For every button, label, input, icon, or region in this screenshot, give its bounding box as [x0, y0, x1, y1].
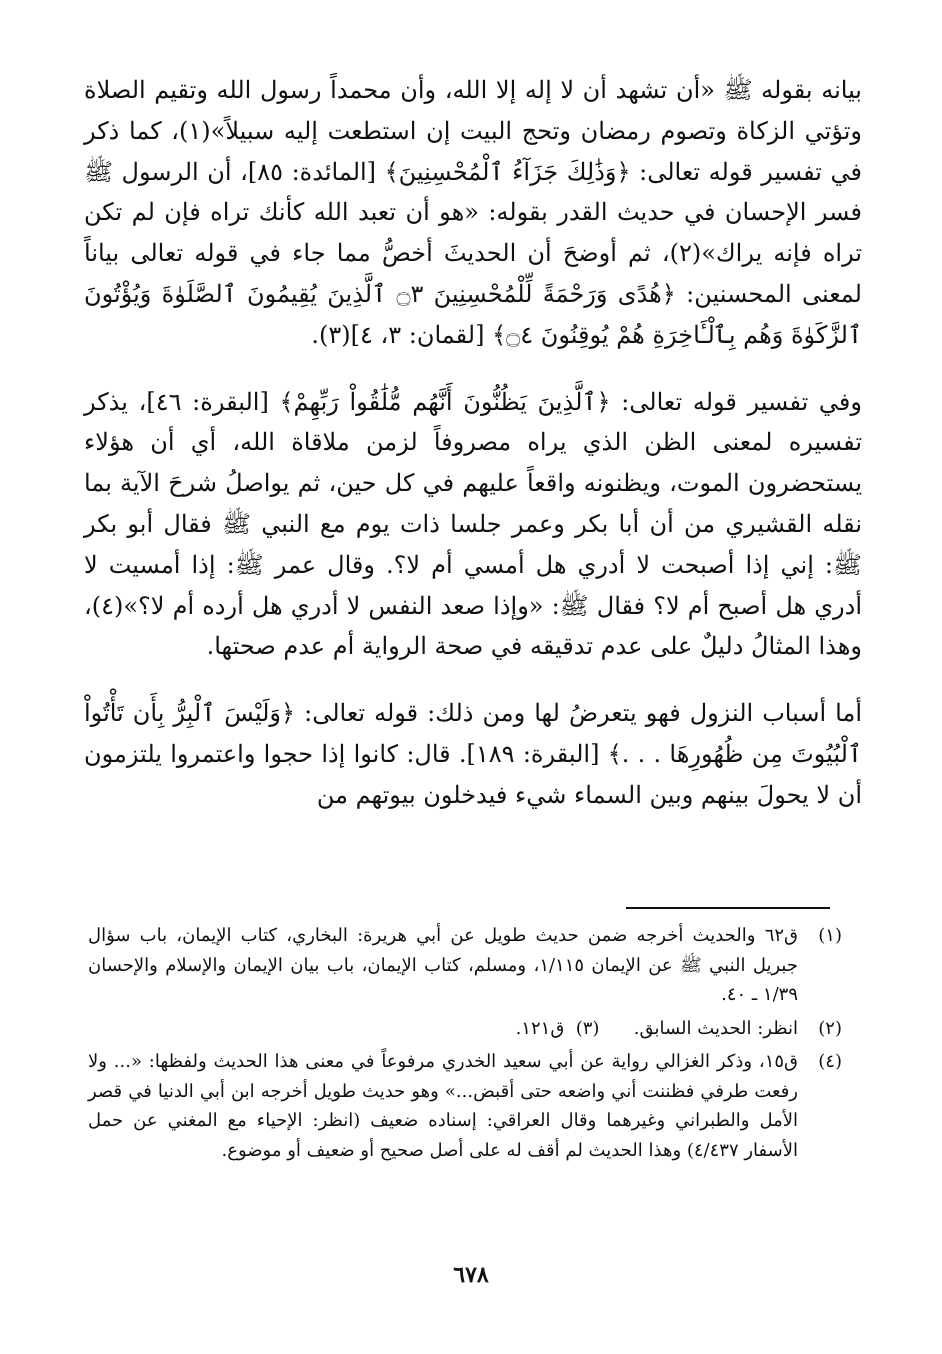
footnote-number: (١) [818, 925, 842, 946]
footnote-2 [88, 1014, 842, 1044]
paragraph-3: أما أسباب النزول فهو يتعرضُ لها ومن ذلك: قوله تعالى: ﴿وَلَيْسَ ٱلْبِرُّ بِأَن تَأْتُواْ ٱلْبُيُوتَ مِن ظُهُورِهَا . . .﴾ [البقرة: ١٨٩]. قال: كانوا إذا حجوا واعتمروا يلتزمون أن لا يحولَ بينهم وبين السماء شيء فيدخلون بيوتهم من [84, 699, 862, 809]
footnote-number: (٤) [818, 1051, 842, 1072]
footnote-text: انظر: الحديث السابق. (٣) ق١٢١. [515, 1017, 798, 1039]
footnotes [88, 921, 842, 1169]
footnote-text: ق١٥، وذكر الغزالي رواية عن أبي سعيد الخدري مرفوعاً في معنى هذا الحديث ولفظها: «... ولا رفعت طرفي فظننت أني واضعه حتى أقبض...» وهو حديث طويل أخرجه ابن أبي الدنيا في قصر الأمل والطبراني وغيرهما وقال العراقي: إسناده ضعيف (انظر: الإحياء مع المغني عن حمل الأسفار ٤/٤٣٧) وهذا الحديث لم أقف له على أصل صحيح أو ضعيف أو موضوع. [88, 1051, 798, 1161]
main-text [84, 70, 862, 816]
footnote-text: ق٦٢ والحديث أخرجه ضمن حديث طويل عن أبي هريرة: البخاري، كتاب الإيمان، باب سؤال جبريل النبي ﷺ عن الإيمان ١/١١٥، ومسلم، كتاب الإيمان، باب بيان الإيمان والإسلام والإحسان ١/٣٩ ـ ٤٠. [88, 925, 798, 1005]
footnote-4 [88, 1047, 842, 1165]
paragraph-1: بيانه بقوله ﷺ «أن تشهد أن لا إله إلا الله، وأن محمداً رسول الله وتقيم الصلاة وتؤتي الزكاة وتصوم رمضان وتحج البيت إن استطعت إليه سبيلاً»(١)، كما ذكر في تفسير قوله تعالى: ﴿وَذَٰلِكَ جَزَآءُ ٱلْمُحْسِنِينَ﴾ [المائدة: ٨٥]، أن الرسول ﷺ فسر الإحسان في حديث القدر بقوله: «هو أن تعبد الله كأنك تراه فإن لم تكن تراه فإنه يراك»(٢)، ثم أوضحَ أن الحديثَ أخصُّ مما جاء في قوله تعالى بياناً لمعنى المحسنين: ﴿هُدًى وَرَحْمَةً لِّلْمُحْسِنِينَ ۝٣ ٱلَّذِينَ يُقِيمُونَ ٱلصَّلَوٰةَ وَيُؤْتُونَ ٱلزَّكَوٰةَ وَهُم بِٱلْـَٔاخِرَةِ هُمْ يُوقِنُونَ ۝٤﴾ [لقمان: ٣، ٤](٣). [84, 76, 863, 349]
footnote-separator [626, 907, 830, 909]
page-number: ٦٧٨ [453, 1262, 489, 1288]
paragraph-2: وفي تفسير قوله تعالى: ﴿ٱلَّذِينَ يَظُنُّونَ أَنَّهُم مُّلَٰقُواْ رَبِّهِمْ﴾ [البقرة: ٤٦]، يذكر تفسيره لمعنى الظن الذي يراه مصروفاً لزمن ملاقاة الله، أي أن هؤلاء يستحضرون الموت، ويظنونه واقعاً عليهم في كل حين، ثم يواصلُ شرحَ الآية بما نقله القشيري من أن أبا بكر وعمر جلسا ذات يوم مع النبي ﷺ فقال أبو بكر ﷺ: إني إذا أصبحت لا أدري هل أمسي أم لا؟. وقال عمر ﷺ: إذا أمسيت لا أدري هل أصبح أم لا؟ فقال ﷺ: «وإذا صعد النفس لا أدري هل أرده أم لا؟»(٤)، وهذا المثالُ دليلٌ على عدم تدقيقه في صحة الرواية أم عدم صحتها. [84, 387, 862, 661]
footnote-1 [88, 921, 842, 1010]
footnote-number: (٢) [818, 1017, 842, 1039]
